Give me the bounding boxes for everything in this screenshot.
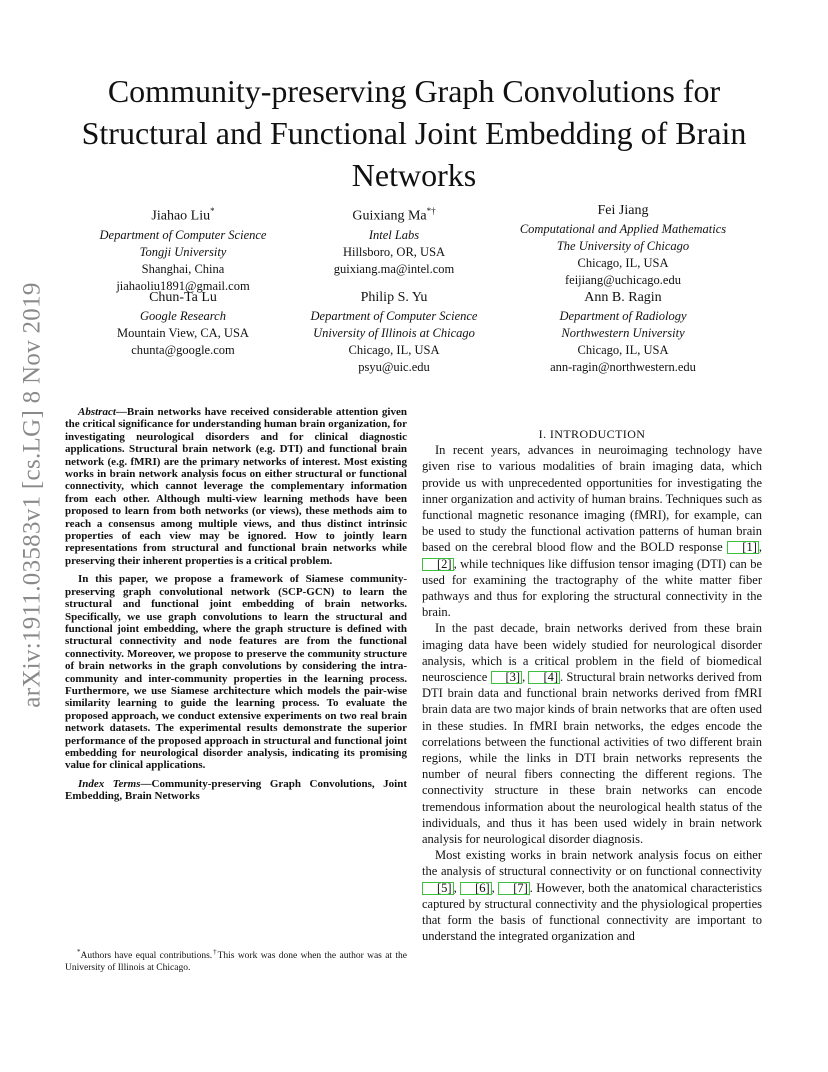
author-name: Chun-Ta Lu xyxy=(149,290,217,305)
arxiv-stamp xyxy=(18,282,48,708)
author-block-1 xyxy=(85,202,281,295)
index-terms-label: Index Terms xyxy=(78,777,141,790)
author-name: Philip S. Yu xyxy=(360,290,428,305)
author-email: jiahaoliu1891@gmail.com xyxy=(116,278,250,293)
citation-link[interactable]: [4] xyxy=(528,671,560,684)
author-affiliation: Department of Radiology xyxy=(559,309,687,323)
author-block-2 xyxy=(296,202,492,278)
author-location: Mountain View, CA, USA xyxy=(117,326,249,340)
author-institution: Northwestern University xyxy=(561,326,685,340)
citation-link[interactable]: [6] xyxy=(460,882,492,895)
author-affiliation: Department of Computer Science xyxy=(310,309,478,323)
author-name: Guixiang Ma*† xyxy=(352,206,436,224)
author-block-5 xyxy=(286,289,502,376)
author-institution: Tongji University xyxy=(139,244,227,259)
author-affiliation: Department of Computer Science xyxy=(99,227,267,242)
author-name: Fei Jiang xyxy=(597,203,649,218)
citation-link[interactable]: [3] xyxy=(491,671,523,684)
author-location: Chicago, IL, USA xyxy=(348,343,440,357)
citation-link[interactable]: [5] xyxy=(422,882,454,895)
author-block-3 xyxy=(502,202,744,289)
citation-link[interactable]: [7] xyxy=(498,882,530,895)
author-institution: University of Illinois at Chicago xyxy=(313,326,475,340)
author-location: Hillsboro, OR, USA xyxy=(342,244,446,259)
body-paragraph: Most existing works in brain network analysis focus on either the analysis of structural connectivity or on functional connectivity [5] , [6] , [7] . However, both the anatomical characteristics captured by structural connectivity and the physiological properties that form the basis of functional connectivity are important to understand the integrated organization and xyxy=(422,848,763,944)
author-affiliation: Google Research xyxy=(140,309,226,323)
abstract-paragraph: Abstract—Brain networks have received considerable attention given the critical significance for understanding human brain organization, for investigating neurological disorders and for clinical diagnostic applications. Structural brain network (e.g. DTI) and functional brain network (e.g. fMRI) are the primary networks of interest. Most existing works in brain network analysis focus on either structural or functional connectivity, which cannot leverage the complementary information from each other. Although multi-view learning methods have been proposed to learn from both networks (or views), these methods aim to reach a consensus among multiple views, and thus distinct intrinsic properties of each view may be ignored. How to jointly learn representations from structural and functional brain networks while preserving their inherent properties is a critical problem. xyxy=(65,406,407,567)
author-location: Chicago, IL, USA xyxy=(577,343,669,357)
author-email: psyu@uic.edu xyxy=(358,360,430,374)
author-email: chunta@google.com xyxy=(131,343,235,357)
body-paragraph: In recent years, advances in neuroimaging technology have given rise to various modalities of brain imaging data, which provide us with unprecedented opportunities for investigating the inner organization and activity of human brains. Techniques such as functional magnetic resonance imaging (fMRI), for example, can be used to study the functional activation patterns of human brain based on the cerebral blood flow and the BOLD response [1] , [2] , while techniques like diffusion tensor imaging (DTI) can be used for examining the tractography of the white matter fiber pathways and thus for exploring the structural connectivity in the brain. xyxy=(422,443,762,620)
footnote: *Authors have equal contributions.†This work was done when the author was at the University of Illinois at Chicago. xyxy=(65,948,408,974)
author-email: guixiang.ma@intel.com xyxy=(333,261,455,276)
author-name: Ann B. Ragin xyxy=(584,290,662,305)
author-block-6 xyxy=(512,289,734,376)
section-heading: I. INTRODUCTION xyxy=(538,427,646,441)
abstract-paragraph: In this paper, we propose a framework of Siamese community-preserving graph convolutional network (SCP-GCN) to learn the structural and functional joint embedding of brain networks. Specifically, we use graph convolutions to learn the structural and functional joint embedding, where the graph structure is defined with structural connectivity and node features are from the functional connectivity. Moreover, we propose to preserve the community structure of brain networks in the graph convolutions by considering the intra-community and inter-community properties in the learning process. Furthermore, we use Siamese architecture which models the pair-wise similarity learning to guide the learning process. To evaluate the proposed approach, we conduct extensive experiments on two real brain network datasets. The experimental results demonstrate the superior performance of the proposed approach in structural and functional joint embedding for neurological disorder analysis, indicating its promising value for clinical applications. xyxy=(65,573,407,772)
author-name: Jiahao Liu* xyxy=(151,206,215,224)
author-location: Shanghai, China xyxy=(141,261,225,276)
introduction-section xyxy=(422,426,762,945)
author-institution: The University of Chicago xyxy=(556,239,690,253)
index-terms: Index Terms—Community-preserving Graph Convolutions, Joint Embedding, Brain Networks xyxy=(65,777,407,803)
author-location: Chicago, IL, USA xyxy=(577,256,669,270)
author-affiliation: Computational and Applied Mathematics xyxy=(519,222,727,236)
body-paragraph: In the past decade, brain networks derived from these brain imaging data have been widely studied for neurological disorder analysis, which is a critical problem in the field of biomedical neuroscience [3] , [4] . Structural brain networks derived from DTI brain data and functional brain networks derived from fMRI brain data are two major kinds of brain networks that are often used in these studies. In fMRI brain networks, the edges encode the correlations between the functional activities of two different brain regions, while the links in DTI brain networks represents the number of neural fibers connecting the different regions. The connectivity structure in these brain networks can encode tremendous information about the neurological health status of the individuals, and thus it has been used widely in brain network analysis for neurological disorder diagnosis. xyxy=(422,621,762,847)
abstract-label: Abstract xyxy=(78,406,116,418)
author-email: ann-ragin@northwestern.edu xyxy=(550,360,696,374)
author-email: feijiang@uchicago.edu xyxy=(565,273,681,287)
arxiv-id: arXiv:1911.03583v1 [cs.LG] 8 Nov 2019 xyxy=(19,282,46,708)
paper-title: Community-preserving Graph Convolutions for Structural and Functional Joint Embedding of Brain Networks xyxy=(81,73,747,193)
abstract-section xyxy=(65,406,407,809)
citation-link[interactable]: [1] xyxy=(727,541,759,554)
author-block-4 xyxy=(85,289,281,359)
citation-link[interactable]: [2] xyxy=(422,558,454,571)
author-affiliation: Intel Labs xyxy=(368,227,420,242)
